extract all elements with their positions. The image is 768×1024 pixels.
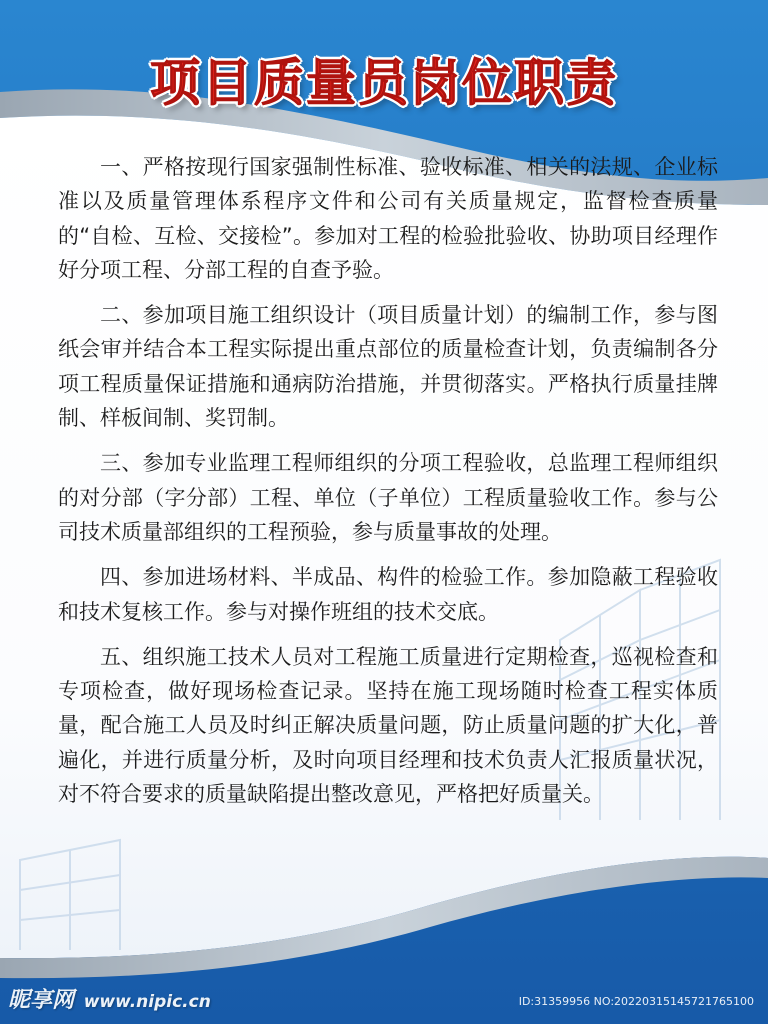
watermark-brand: 昵享网 (8, 988, 75, 1013)
duties-list (58, 150, 718, 822)
site-watermark (8, 990, 211, 1012)
duty-paragraph-4: 四、参加进场材料、半成品、构件的检验工作。参加隐蔽工程验收和技术复核工作。参与对操作班组的技术交底。 (58, 565, 718, 624)
watermark-url: www.nipic.cn (83, 992, 211, 1012)
duty-paragraph-3: 三、参加专业监理工程师组织的分项工程验收，总监理工程师组织的对分部（字分部）工程、单位（子单位）工程质量验收工作。参与公司技术质量部组织的工程预验，参与质量事故的处理。 (58, 451, 718, 544)
poster-title: 项目质量员岗位职责 (150, 54, 618, 112)
duty-paragraph-5: 五、组织施工技术人员对工程施工质量进行定期检查，巡视检查和专项检查，做好现场检查记录。坚持在施工现场随时检查工程实体质量，配合施工人员及时纠正解决质量问题，防止质量问题的扩大化，普遍化，并进行质量分析，及时向项目经理和技术负责人汇报质量状况，对不符合要求的质量缺陷提出整改意见，严格把好质量关。 (58, 644, 718, 807)
image-id-watermark: ID:31359956 NO:20220315145721765100 (518, 995, 754, 1008)
duty-paragraph-1: 一、严格按现行国家强制性标准、验收标准、相关的法规、企业标准以及质量管理体系程序文件和公司有关质量规定，监督检查质量的“自检、互检、交接检”。参加对工程的检验批验收、协助项目经理作好分项工程、分部工程的自查予验。 (58, 155, 718, 282)
duty-paragraph-2: 二、参加项目施工组织设计（项目质量计划）的编制工作，参与图纸会审并结合本工程实际提出重点部位的质量检查计划，负责编制各分项工程质量保证措施和通病防治措施，并贯彻落实。严格执行质量挂牌制、样板间制、奖罚制。 (58, 303, 718, 431)
